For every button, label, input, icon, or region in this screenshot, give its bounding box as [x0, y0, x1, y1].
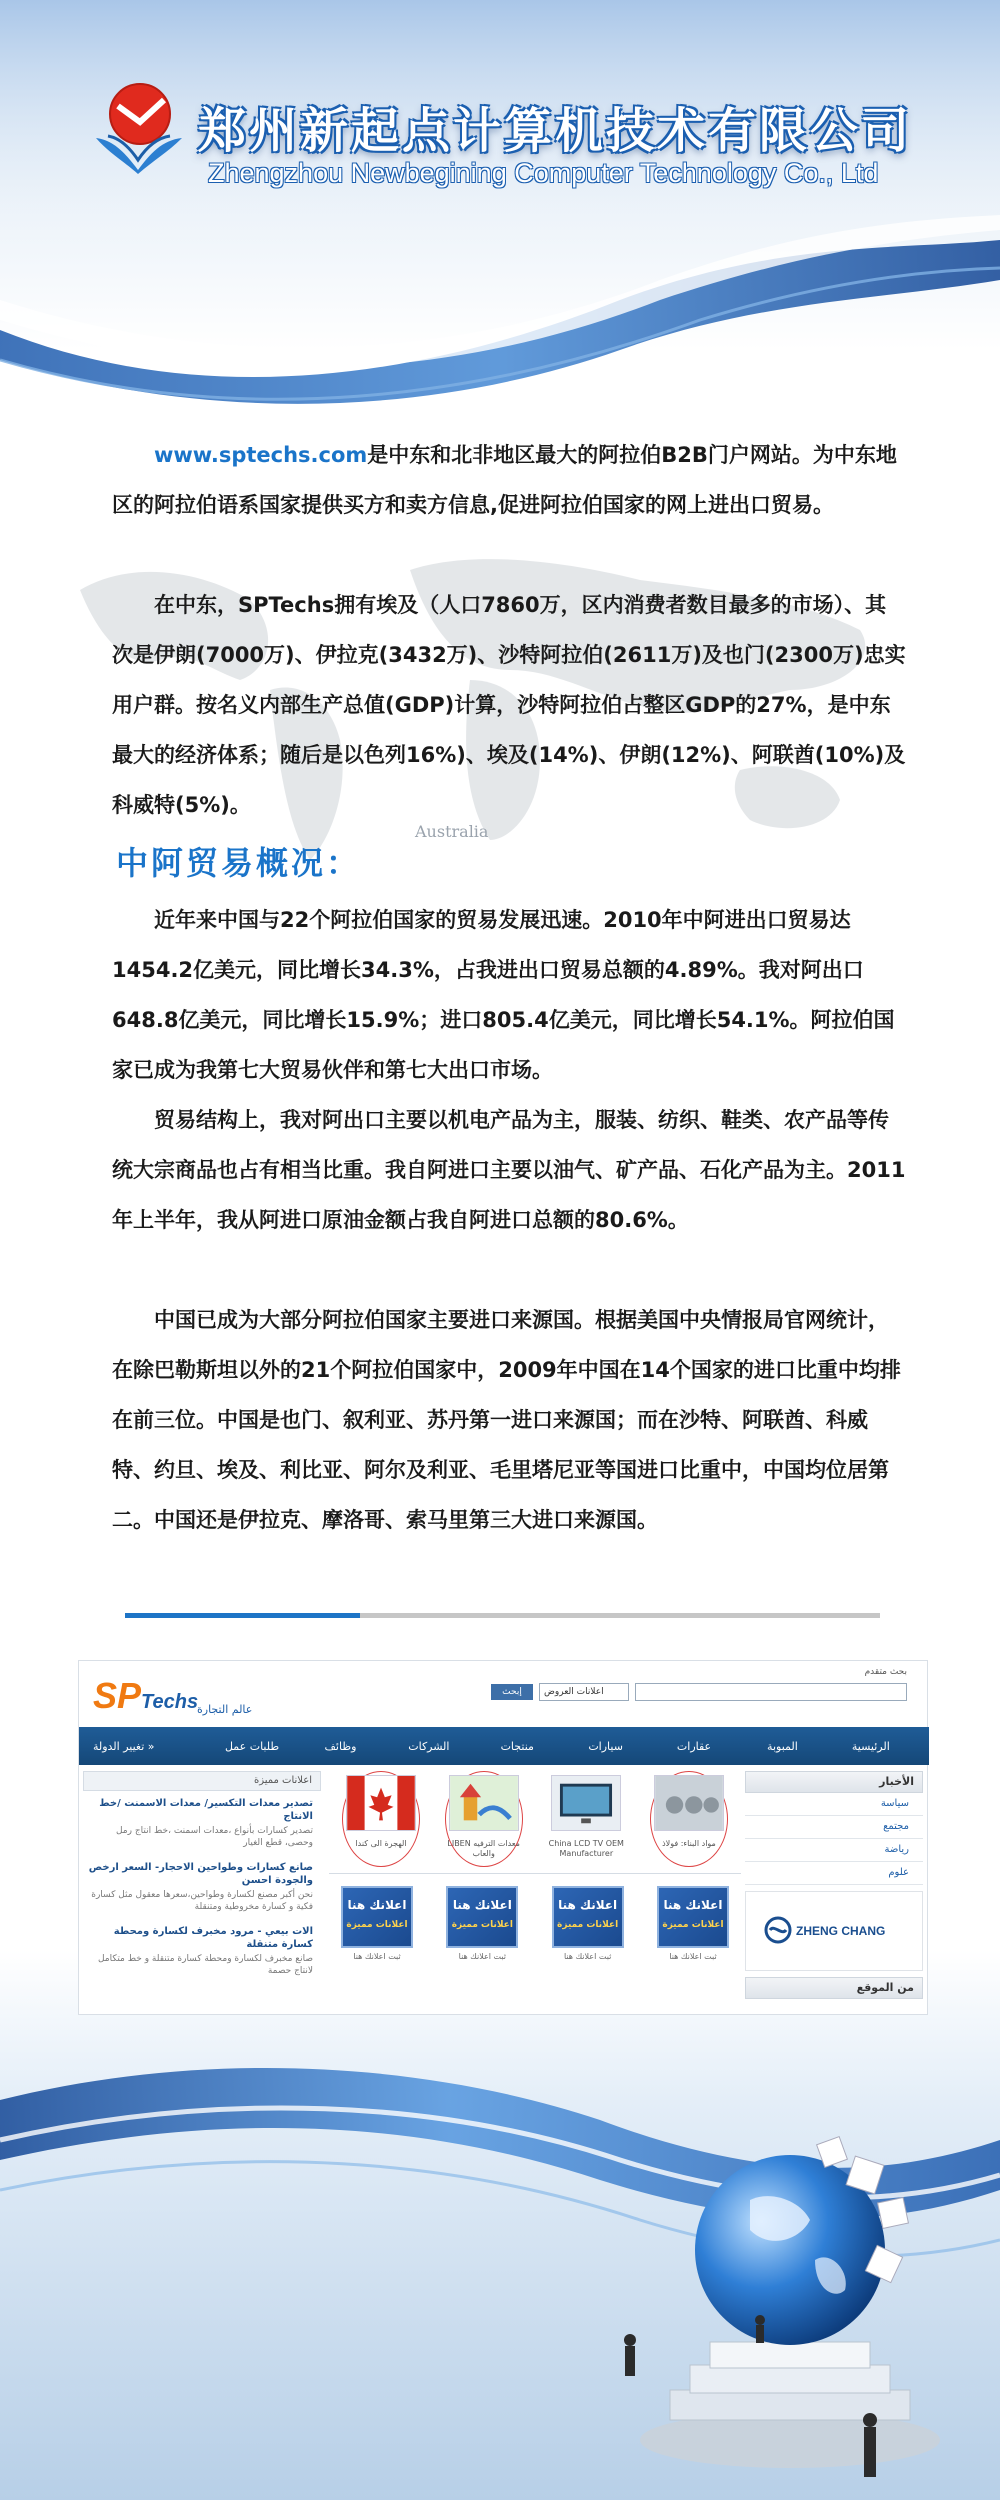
- site-products-column: [329, 1771, 741, 2011]
- ad-tile-text: اعلانك هنا: [558, 1898, 618, 1912]
- product-card[interactable]: [645, 1775, 733, 1859]
- ad-item-desc: صانع مخبرف لكسارة ومحطة كسارة متنقلة و خط متكامل لانتاج حصمة: [97, 1954, 313, 1976]
- ad-item[interactable]: [83, 1919, 321, 1983]
- site-logo: [93, 1675, 198, 1717]
- site-logo-techs: Techs: [141, 1691, 199, 1713]
- product-card[interactable]: [337, 1775, 425, 1859]
- steel-pipes-image: [654, 1775, 724, 1831]
- site-navbar: [79, 1727, 929, 1765]
- trade-paragraph-2: 贸易结构上，我对阿出口主要以机电产品为主，服装、纺织、鞋类、农产品等传统大宗商品也占有相当比重。我自阿进口主要以油气、矿产品、石化产品为主。2011年上半年，我从阿进口原油金额占我自阿进口总额的80.6%。: [112, 1108, 906, 1232]
- company-title-cn: 郑州新起点计算机技术有限公司: [198, 103, 913, 159]
- ad-tile[interactable]: [657, 1886, 729, 1961]
- brand-banner-text: ZHENG CHANG: [796, 1924, 886, 1938]
- ad-tile[interactable]: [341, 1886, 413, 1961]
- ad-item-desc: تصدير كسارات بأنواع ،معدات اسمنت ،خط انتاج رمل وحصى، قطع الغيار: [115, 1826, 313, 1848]
- ad-item-title[interactable]: الات بيعي - مرود مخبرف لكسارة ومحطة كسارة متنقلة: [113, 1926, 313, 1950]
- intro-paragraph-1: [112, 430, 907, 530]
- lcd-tv-image: [551, 1775, 621, 1831]
- nav-cars[interactable]: سيارات: [588, 1739, 623, 1753]
- playground-image: [449, 1775, 519, 1831]
- news-item[interactable]: علوم: [745, 1862, 923, 1885]
- nav-job-requests[interactable]: طلبات عمل: [224, 1739, 280, 1753]
- advanced-search-link[interactable]: بحث متقدم: [864, 1667, 907, 1677]
- site-search-input[interactable]: [635, 1683, 907, 1701]
- nav-classifieds[interactable]: المبوبة: [767, 1739, 798, 1753]
- company-title-en: Zhengzhou Newbegining Computer Technology Co., Ltd: [208, 158, 879, 188]
- ad-tile-sub: اعلانات مميزة: [346, 1920, 408, 1930]
- site-tagline: عالم التجارة: [197, 1703, 253, 1716]
- nav-real-estate[interactable]: عقارات: [676, 1739, 712, 1753]
- product-caption: الهجرة الى كندا: [355, 1839, 407, 1848]
- ad-item[interactable]: [83, 1855, 321, 1919]
- news-panel-head: الأخبار: [745, 1771, 923, 1793]
- news-item[interactable]: سياسة: [745, 1793, 923, 1816]
- brand-banner[interactable]: [745, 1891, 923, 1971]
- site-logo-sp: SP: [93, 1675, 142, 1716]
- product-card[interactable]: [542, 1775, 630, 1859]
- puzzle-globe-illustration: [600, 2120, 1000, 2500]
- company-logo: [88, 78, 188, 178]
- ad-tiles: [329, 1886, 741, 1961]
- news-item[interactable]: رياضة: [745, 1839, 923, 1862]
- product-card[interactable]: [440, 1775, 528, 1859]
- product-strip: [329, 1771, 741, 1859]
- site-ads-column: [83, 1771, 321, 2011]
- section-divider: [125, 1613, 880, 1618]
- ad-tile-caption: ثبت اعلانك هنا: [458, 1952, 507, 1961]
- ad-tile-caption: ثبت اعلانك هنا: [669, 1952, 717, 1961]
- ad-tile-sub: اعلانات مميزة: [662, 1920, 724, 1930]
- ad-tile-text: اعلانك هنا: [452, 1898, 512, 1912]
- site-news-column: [745, 1771, 923, 2011]
- nav-change-country[interactable]: تغيير الدولة »: [92, 1739, 155, 1753]
- site-search-button[interactable]: إبحث: [491, 1684, 533, 1700]
- nav-jobs[interactable]: وظائف: [324, 1739, 357, 1753]
- website-preview: [78, 1660, 928, 2015]
- news-item[interactable]: مجتمع: [745, 1816, 923, 1839]
- ad-tile-text: اعلانك هنا: [663, 1898, 723, 1912]
- ad-item[interactable]: [83, 1791, 321, 1855]
- ad-tile-box: [552, 1886, 624, 1948]
- ad-item-title[interactable]: صانع كسارات وطواحين الاحجار- السعر ارخص والجودة احسن: [88, 1862, 313, 1886]
- featured-ads-head: اعلانات مميزة: [83, 1771, 321, 1791]
- ad-tile-box: [341, 1886, 413, 1948]
- product-caption: China LCD TV OEM Manufacturer: [548, 1839, 624, 1858]
- section-title-trade: 中阿贸易概况：: [116, 844, 362, 882]
- header-wave-background: [0, 0, 1000, 420]
- ad-item-title[interactable]: تصدير معدات التكسير/ معدات الاسمنت /خط الانتاج: [99, 1798, 313, 1822]
- nav-products[interactable]: منتجات: [500, 1739, 534, 1753]
- ad-tile-sub: اعلانات مميزة: [451, 1920, 513, 1930]
- ad-tile-box: [657, 1886, 729, 1948]
- ad-tile-text: اعلانك هنا: [347, 1898, 407, 1912]
- canada-flag-image: [346, 1775, 416, 1831]
- nav-home[interactable]: الرئيسية: [851, 1739, 890, 1753]
- intro-paragraph-2: 在中东，SPTechs拥有埃及（人口7860万，区内消费者数目最多的市场）、其次是伊朗(7000万)、伊拉克(3432万)、沙特阿拉伯(2611万)及也门(2300万)忠实用户群。按名义内部生产总值(GDP)计算，沙特阿拉伯占整区GDP的27%，是中东最大的经济体系；随后是以色列16%)、埃及(14%)、伊朗(12%)、阿联酋(10%)及科威特(5%)。: [112, 593, 906, 817]
- zheng-chang-logo-icon: [764, 1916, 792, 1944]
- product-caption: مواد البناء: فولاذ: [662, 1839, 716, 1848]
- ad-tile[interactable]: [446, 1886, 518, 1961]
- product-caption: LIBEN معدات الترفيه والعاب: [447, 1839, 520, 1858]
- trade-paragraph-3: 中国已成为大部分阿拉伯国家主要进口来源国。根据美国中央情报局官网统计，在除巴勒斯坦以外的21个阿拉伯国家中，2009年中国在14个国家的进口比重中均排在前三位。中国是也门、叙利亚、苏丹第一进口来源国；而在沙特、阿联酋、科威特、约旦、埃及、利比亚、阿尔及利亚、毛里塔尼亚等国进口比重中，中国均位居第二。中国还是伊拉克、摩洛哥、索马里第三大进口来源国。: [112, 1308, 901, 1532]
- from-site-panel-head: من الموقع: [745, 1977, 923, 1999]
- ad-tile-sub: اعلانات مميزة: [557, 1920, 619, 1930]
- trade-paragraph-1: 近年来中国与22个阿拉伯国家的贸易发展迅速。2010年中阿进出口贸易达1454.2亿美元，同比增长34.3%，占我进出口贸易总额的4.89%。我对阿出口648.8亿美元，同比增长15.9%；进口805.4亿美元，同比增长54.1%。阿拉伯国家已成为我第七大贸易伙伴和第七大出口市场。: [112, 908, 895, 1082]
- map-label-australia: Australia: [415, 822, 489, 841]
- intro-paragraph-1-text: 是中东和北非地区最大的阿拉伯B2B门户网站。为中东地区的阿拉伯语系国家提供买方和卖方信息,促进阿拉伯国家的网上进出口贸易。: [112, 443, 897, 517]
- ad-tile[interactable]: [552, 1886, 624, 1961]
- ad-tile-caption: ثبت اعلانك هنا: [353, 1952, 401, 1961]
- ad-tile-box: [446, 1886, 518, 1948]
- nav-companies[interactable]: الشركات: [408, 1739, 450, 1753]
- website-link[interactable]: www.sptechs.com: [154, 443, 368, 467]
- ad-tile-caption: ثبت اعلانك هنا: [563, 1952, 612, 1961]
- products-separator: [329, 1873, 741, 1874]
- ad-item-desc: نحن أكبر مصنع لكسارة وطواحين،سعرها معقول مثل كسارة فكية و كسارة مخروطية ومتنقلة: [91, 1890, 313, 1912]
- divider-accent: [125, 1613, 360, 1618]
- search-category-select[interactable]: اعلانات العروض: [539, 1683, 629, 1701]
